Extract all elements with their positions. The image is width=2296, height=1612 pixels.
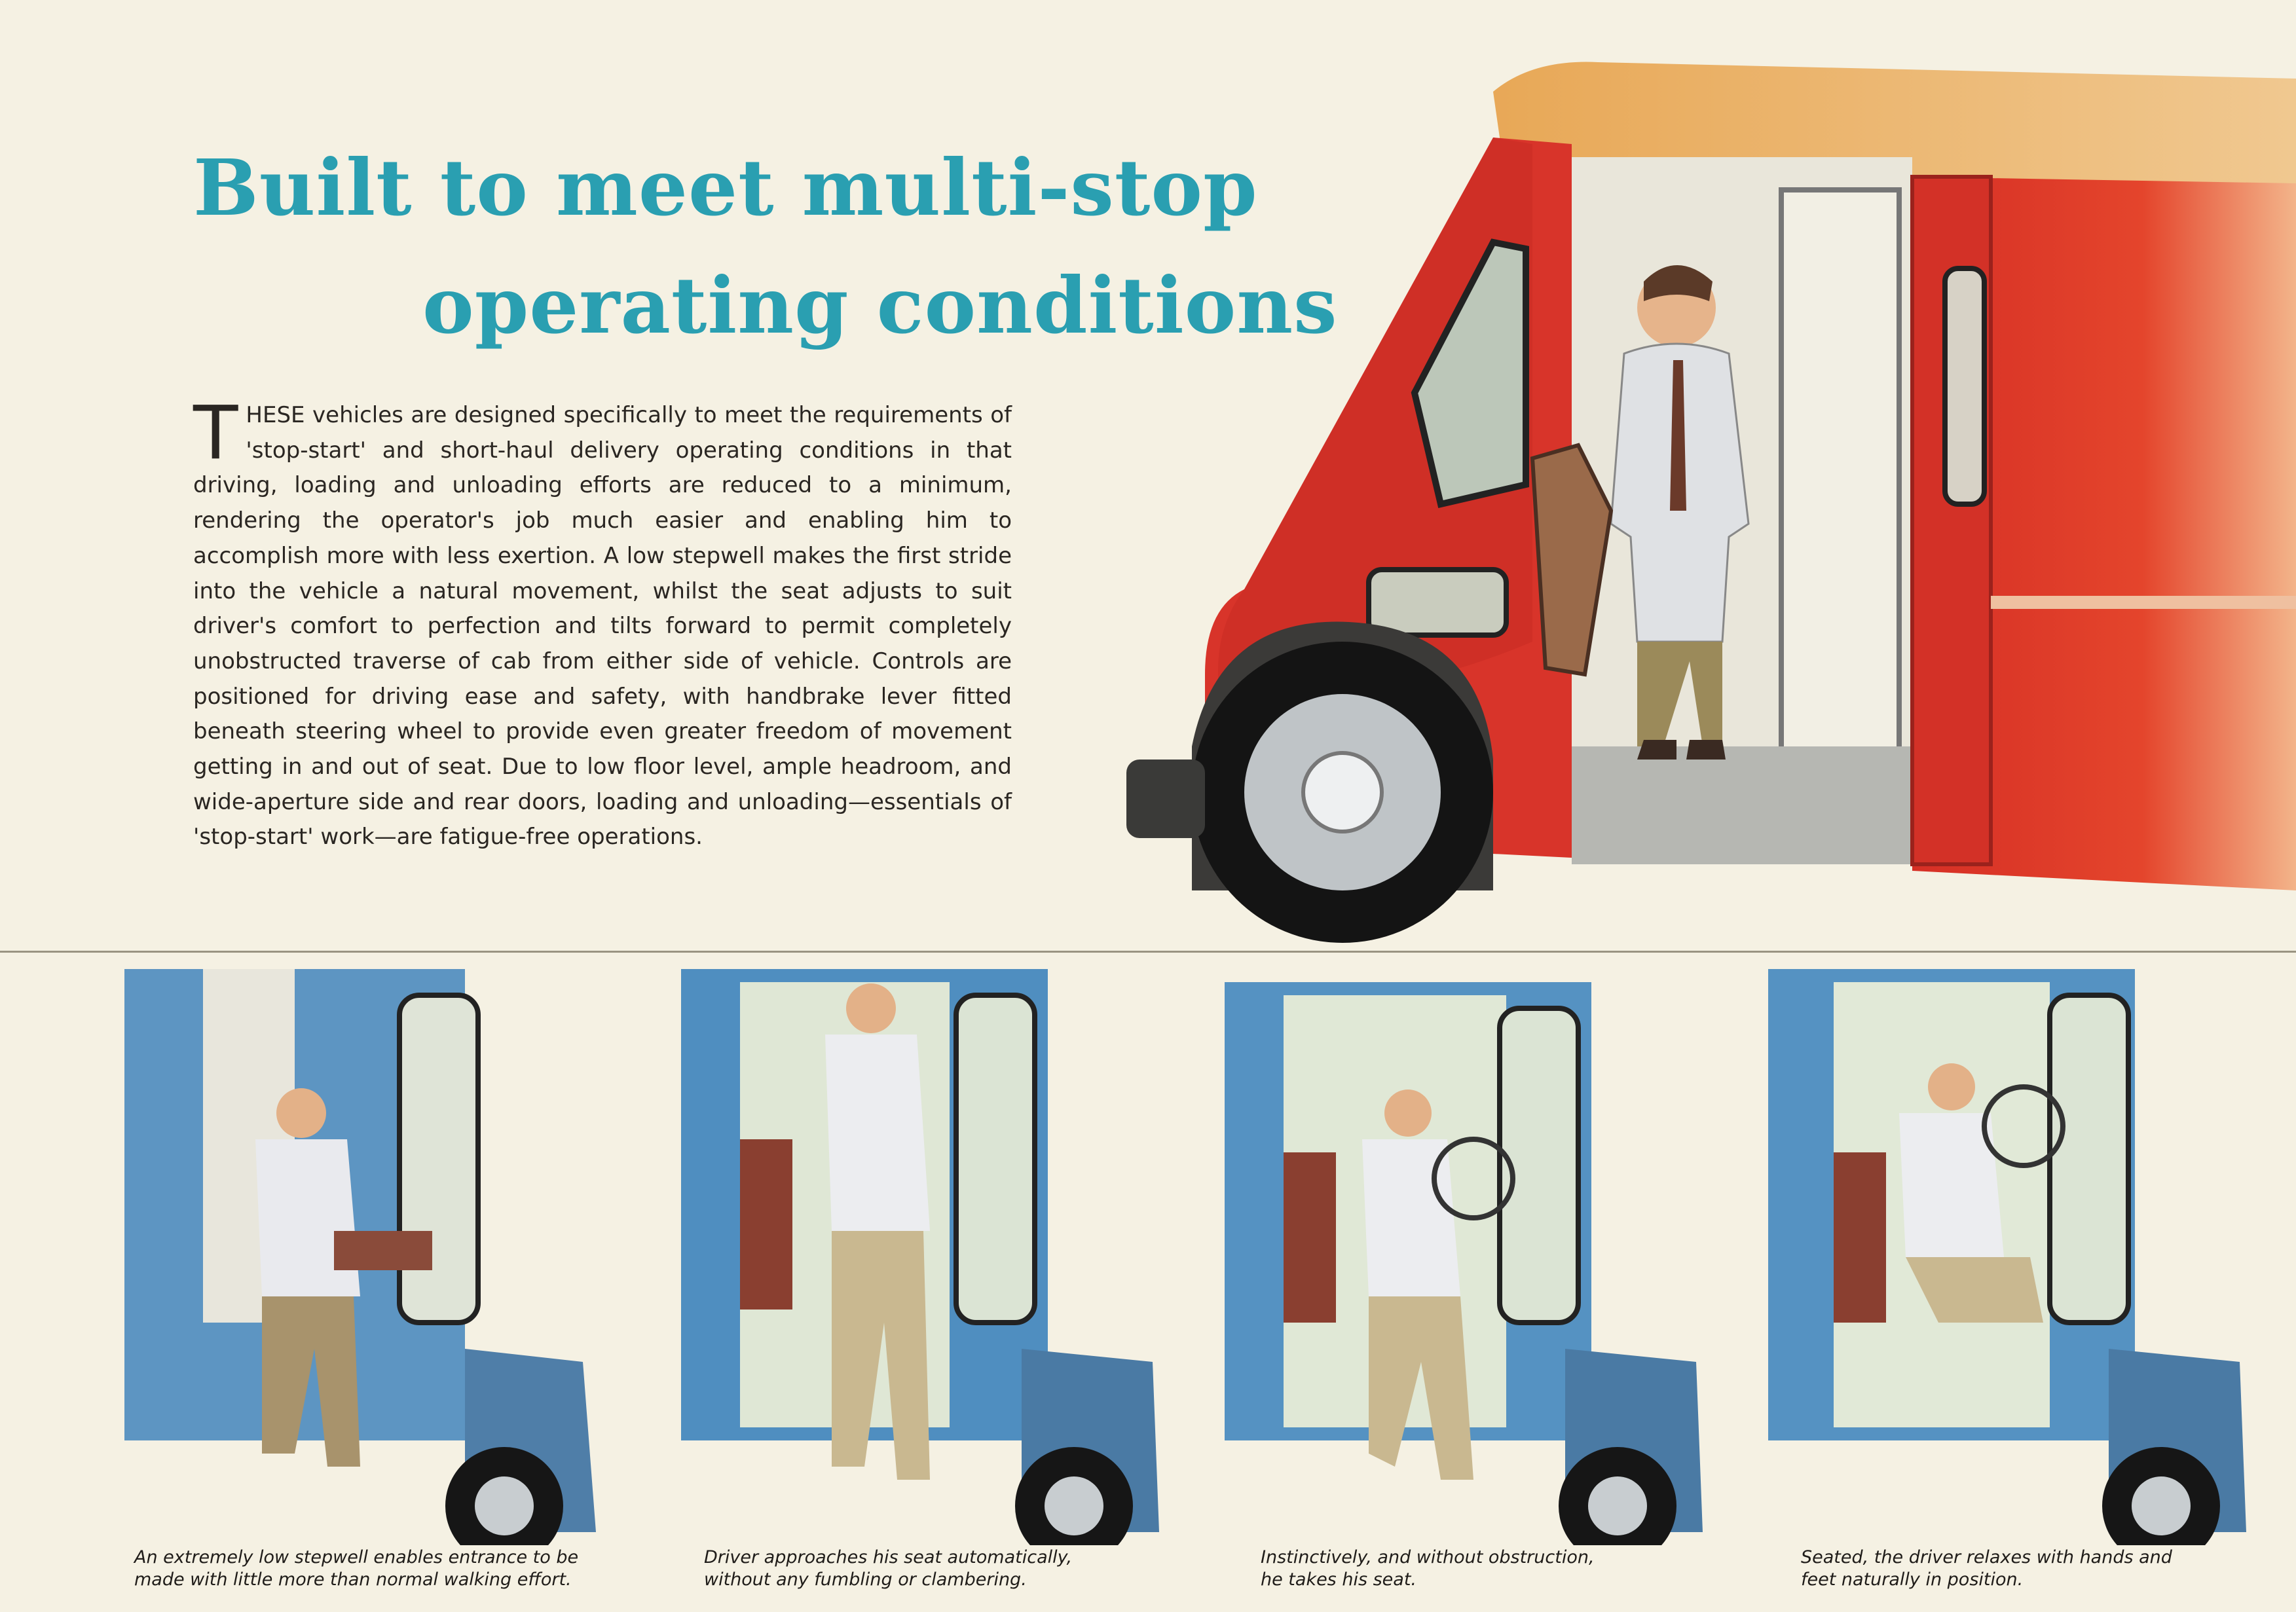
body-paragraph [193,391,1012,855]
caption-2: Driver approaches his seat automatically, without any fumbling or clambering. [704,1547,1073,1590]
caption-4: Seated, the driver relaxes with hands and feet naturally in position. [1801,1547,2172,1590]
panel-entering-stepwell [98,956,616,1545]
drop-cap: T [193,391,238,476]
caption-3: Instinctively, and without obstruction, he takes his seat. [1261,1547,1595,1590]
panel-approaching-seat [655,956,1172,1545]
panel-seated-driver [1742,956,2259,1545]
caption-1: An extremely low stepwell enables entrance to be made with little more than normal walking effort. [134,1547,579,1590]
body-text: HESE vehicles are designed specifically to meet the requirements of 'stop-start' and short-haul delivery operating conditions in that driving, loading and unloading efforts are reduced to a minimum, rendering the operator's job much easier and enabling him to accomplish more with less exertion. A low stepwell makes the first stride into the vehicle a natural movement, whilst the seat adjusts to suit driver's comfort to perfection and tilts forward to permit completely unobstructed traverse of cab from either side of vehicle. Controls are positioned for driving ease and safety, with handbrake lever fitted beneath steering wheel to provide even greater freedom of movement getting in and out of seat. Due to low floor level, ample headroom, and wide-aperture side and rear doors, loading and unloading—essentials of 'stop-start' work—are fatigue-free operations. [193,402,1012,851]
heading-line-2: operating conditions [422,260,1338,351]
red-van-illustration [1074,52,2296,943]
panel-taking-seat [1198,956,1716,1545]
heading-line-1: Built to meet multi-stop [193,142,1258,233]
section-divider [0,951,2296,953]
